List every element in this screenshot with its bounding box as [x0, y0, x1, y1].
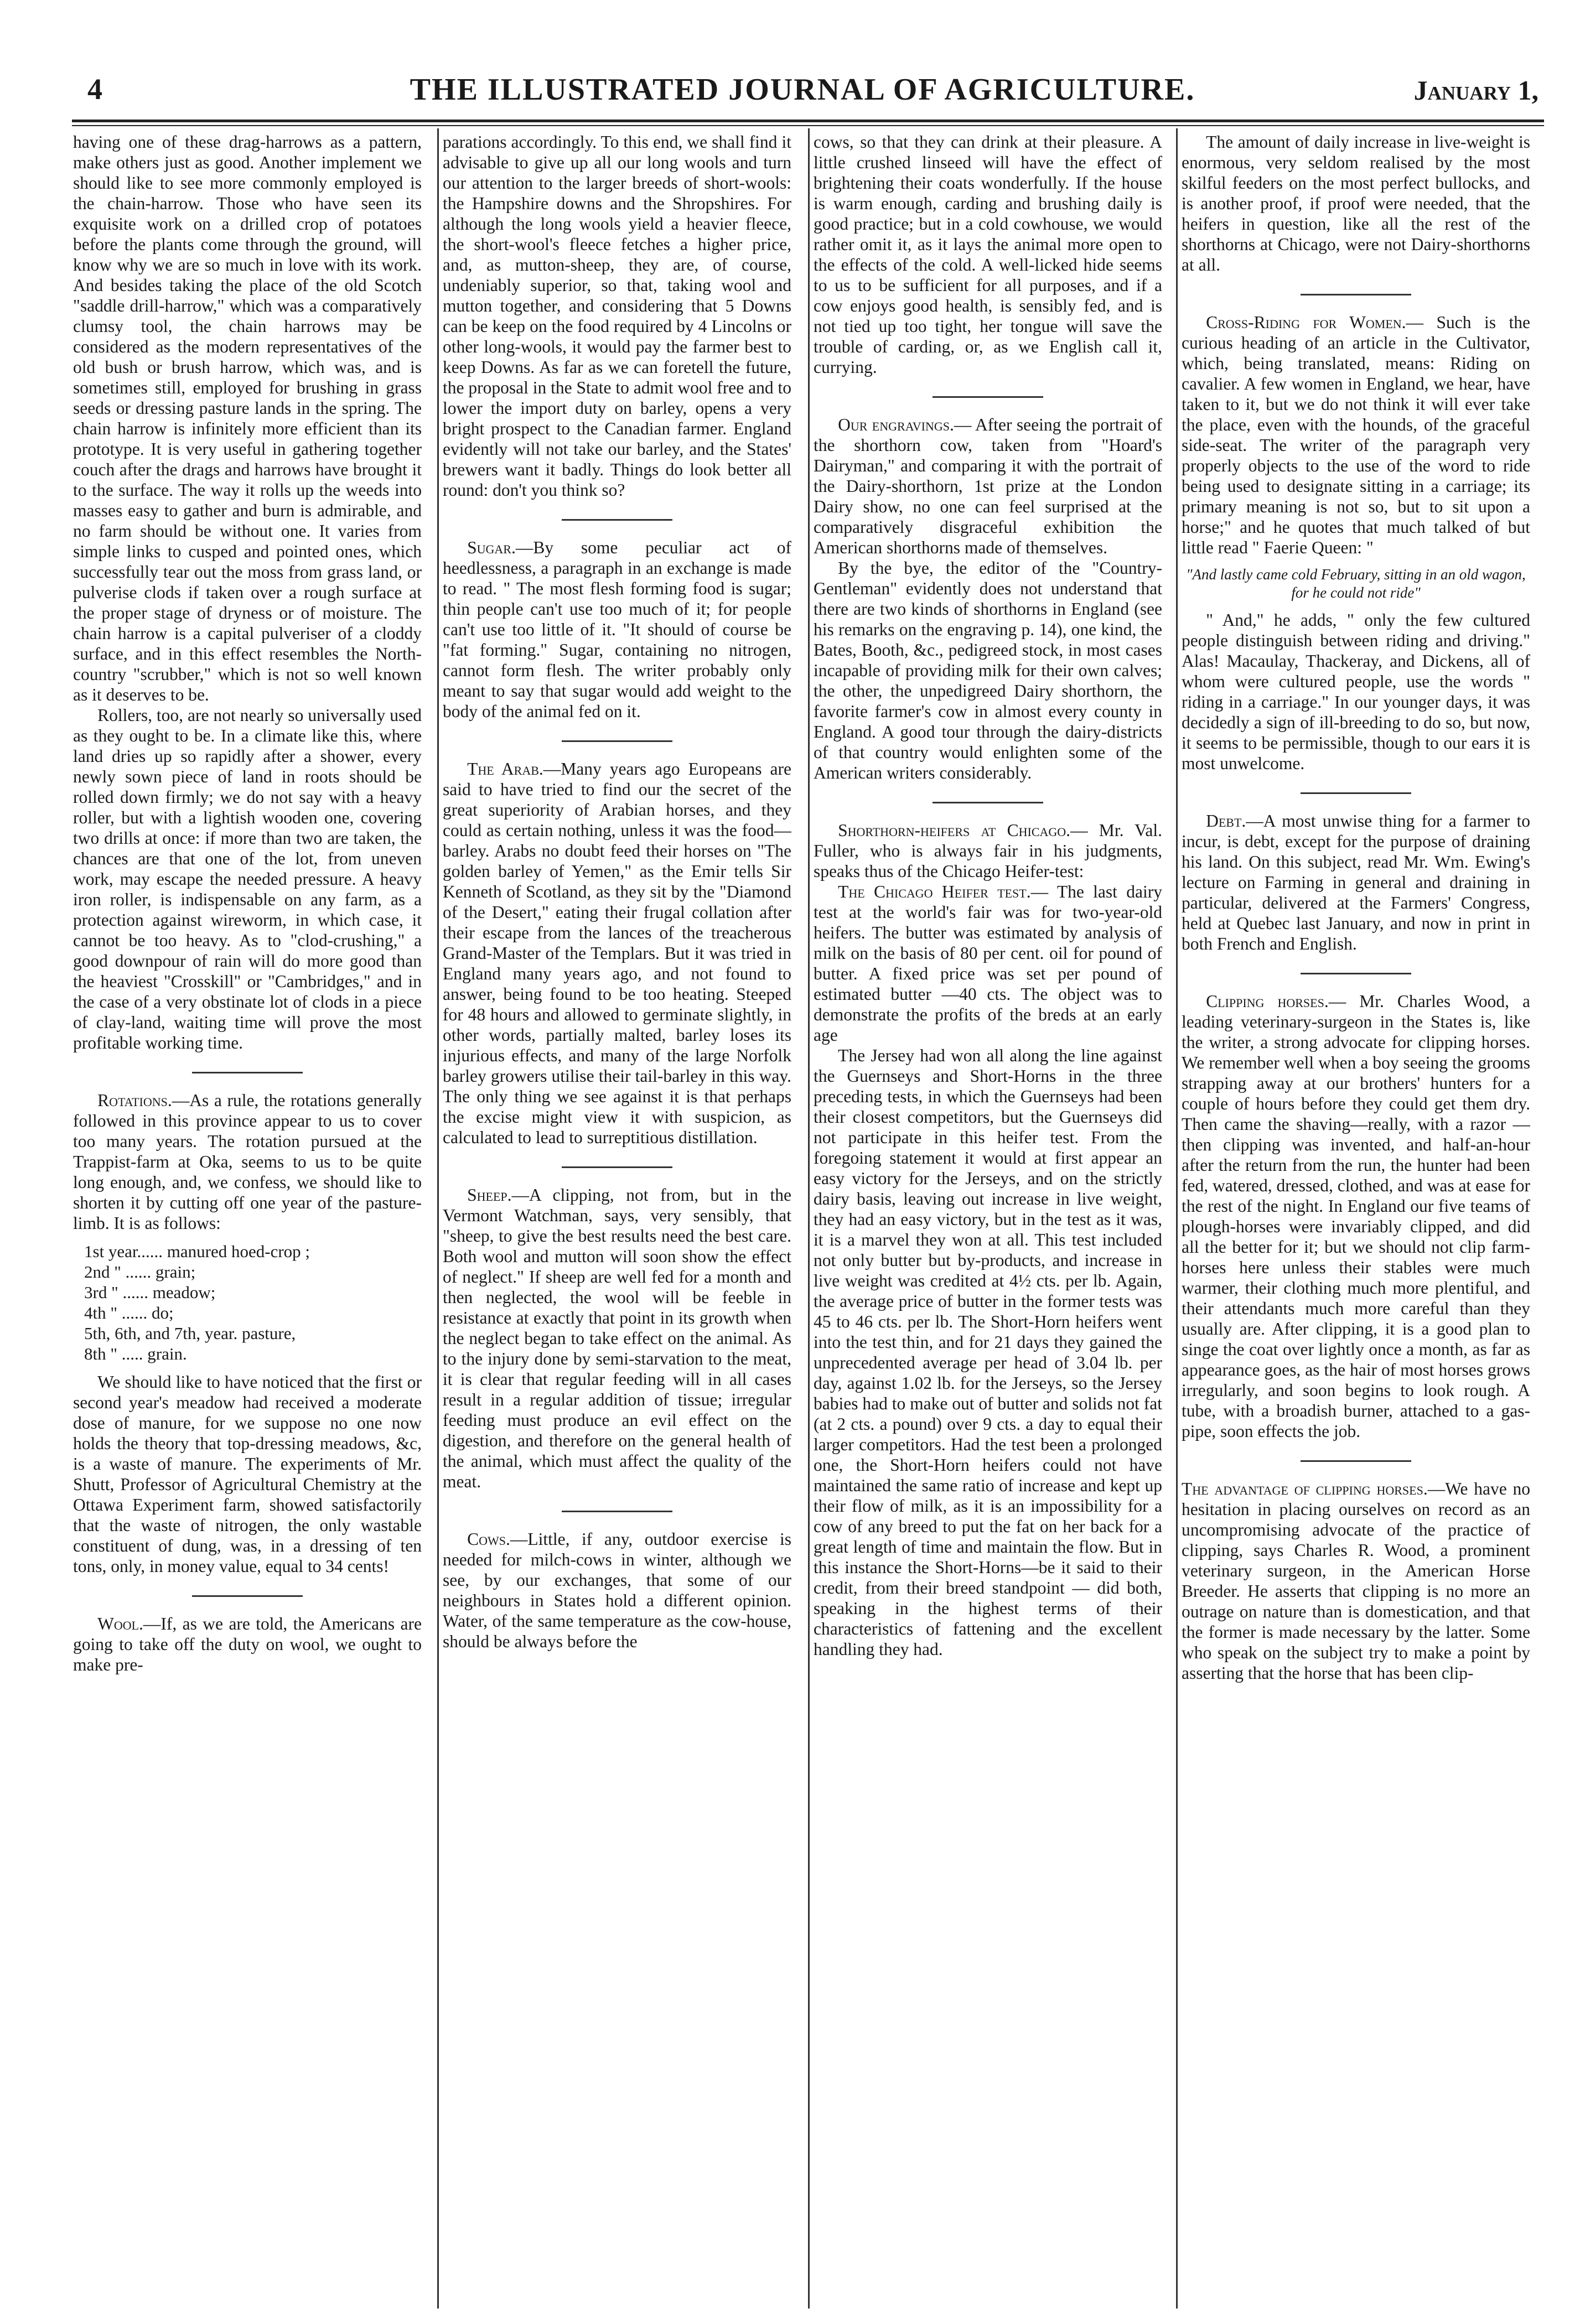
section-separator: [1301, 1460, 1411, 1462]
article-text: — Mr. Val. Fuller, who is always fair in his judgments, speaks thus of the Chicago Heifer-test:: [814, 821, 1162, 881]
paragraph: " And," he adds, " only the few cultured people distinguish between riding and driving." Alas! Macaulay, Thackeray, and Dickens, all of whom were cultured people, use the words " riding in a carriage." In our younger days, it was decidedly a sign of ill-breeding to do so, but now, it seems to be permissible, though to our ears it is most unwelcome.: [1182, 610, 1530, 773]
column-4: [1182, 132, 1530, 2306]
section-separator: [1301, 294, 1411, 295]
column-divider: [1176, 128, 1178, 2309]
paragraph: By the bye, the editor of the "Country-Gentleman" evidently does not understand that there are two kinds of shorthorns in England (see his remarks on the engraving p. 14), one kind, the Bates, Booth, &c., pedigreed stock, in most cases incapable of providing milk for their own calves; the other, the unpedigreed Dairy shorthorn, the favorite farmer's cow in almost every county in England. A good tour through the dairy-districts of that country would enlighten some of the American writers considerably.: [814, 558, 1162, 782]
article-text: — The last dairy test at the world's fair was for two-year-old heifers. The butter was estimated by analysis of milk on the basis of 80 per cent. oil for pound of butter. A fixed price was set per pound of estimated butter —40 cts. The object was to demonstrate the profits of the breds at an early age: [814, 882, 1162, 1045]
section-separator: [192, 1595, 303, 1597]
article-heading: Our engravings.: [838, 415, 954, 434]
section-separator: [933, 396, 1043, 398]
page-header: [66, 65, 1539, 113]
article-text: —We have no hesitation in placing ourselves on record as an uncompromising advocate of the practice of clipping, says Charles R. Wood, a prominent veterinary surgeon, in the American Horse Breeder. He asserts that clipping is no more an outrage on nature than is domestication, and that the former is made necessary by the latter. Some who speak on the subject try to make a point by asserting that the horse that has been clip-: [1182, 1479, 1530, 1683]
article-heading: The Chicago Heifer test.: [838, 882, 1031, 901]
article-text: — After seeing the portrait of the shorthorn cow, taken from "Hoard's Dairyman," and comparing it with the portrait of the Dairy-shorthorn, 1st prize at the London Dairy show, no one can feel surprised at the comparatively disgraceful exhibition the American shorthorns made of themselves.: [814, 415, 1162, 557]
article-debt: [1182, 811, 1530, 954]
article-arab: [443, 759, 791, 1148]
header-rule-thin: [72, 125, 1544, 126]
list-item: 5th, 6th, and 7th, year. pasture,: [84, 1324, 296, 1343]
column-divider: [437, 128, 439, 2309]
article-heading: Debt.: [1206, 811, 1246, 831]
quotation: "And lastly came cold February, sitting in an old wagon, for he could not ride": [1186, 566, 1526, 601]
journal-title: THE ILLUSTRATED JOURNAL OF AGRICULTURE.: [410, 72, 1195, 107]
article-heading: Sheep.: [467, 1185, 512, 1205]
article-heifer-test: [814, 881, 1162, 1045]
article-heading: The advantage of clipping horses.: [1182, 1479, 1428, 1498]
article-text: — Such is the curious heading of an article in the Cultivator, which, being translated, means: Riding on cavalier. A few women in England, we hear, have taken to it, but we do not think it will ever take the place, even with the hounds, of the graceful side-seat. The writer of the paragraph very properly objects to the use of the word to ride being used to designate sitting in a carriage; its primary meaning is not so, but to sit upon a horse;" and he quotes that much talked of but little read " Faerie Queen: ": [1182, 313, 1530, 557]
article-text: —A clipping, not from, but in the Vermont Watchman, says, very sensibly, that "sheep, to give the best results need the best care. Both wool and mutton will soon show the effect of neglect." If sheep are well fed for a month and then neglected, the wool will be feeble in resistance at exactly that point in its growth when the neglect began to take effect on the animal. As to the injury done by semi-starvation to the meat, it is clear that regular feeding will in all cases result in a regular addition of tissue; irregular feeding must produce an evil effect on the digestion, and therefore on the general health of the animal, which must affect the quality of the meat.: [443, 1185, 791, 1491]
paragraph: Rollers, too, are not nearly so universally used as they ought to be. In a climate like this, where land dries up so rapidly after a shower, every newly sown piece of land in roots should be rolled down firmly; we do not say with a heavy roller, but with a lightish wooden one, covering two drills at once: if more than two are taken, the chances are that one of the lot, from uneven work, may escape the needed pressure. A heavy iron roller, is indispensable on any farm, as a protection against wireworm, in which case, it cannot be too heavy. As to "clod-crushing," a good downpour of rain will do more good than the heaviest "Crosskill" or "Cambridges," and in the case of a very obstinate lot of clods in a piece of clay-land, waiting time will prove the most profitable working time.: [73, 706, 422, 1052]
article-clipping: [1182, 991, 1530, 1441]
paragraph: having one of these drag-harrows as a pattern, make others just as good. Another implement we should like to see more commonly employed is the chain-harrow. Those who have seen its exquisite work on a drilled crop of potatoes before the plants come through the ground, will know why we are so much in love with its work. And besides taking the place of the old Scotch "saddle drill-harrow," which was a comparatively clumsy tool, the chain harrows may be considered as the modern representatives of the old bush or brush harrow, which was, and is sometimes still, employed for brushing in grass seeds or dressing pasture lands in the spring. The chain harrow is infinitely more efficient than its prototype. It is very useful in gathering together couch after the drags and harrows have brought it to the surface. The way it rolls up the weeds into masses easy to gather and burn is admirable, and no farm should be without one. It varies from simple links to cusped and pointed ones, which successfully tear out the moss from grass land, or pulverise clods if taken over a rough surface at the proper stage of dryness or of moisture. The chain harrow is a capital pulveriser of a cloddy surface, and in this effect resembles the North-country "scrubber," which is not so well known as it deserves to be.: [73, 132, 422, 704]
section-separator: [192, 1072, 303, 1073]
article-heading: Sugar.: [467, 538, 516, 557]
section-separator: [1301, 792, 1411, 794]
paragraph: The amount of daily increase in live-weight is enormous, very seldom realised by the most skilful feeders on the most perfect bullocks, and is another proof, if proof were needed, that the heifers in question, like all the rest of the shorthorns at Chicago, were not Dairy-shorthorns at all.: [1182, 132, 1530, 274]
article-sheep: [443, 1185, 791, 1492]
article-heading: Cross-Riding for Women.: [1206, 313, 1406, 332]
article-heading: Shorthorn-heifers at Chicago.: [838, 821, 1071, 840]
column-1: [73, 132, 422, 2306]
article-engravings: [814, 414, 1162, 558]
column-divider: [808, 128, 810, 2309]
list-item: 3rd " ...... meadow;: [84, 1283, 216, 1302]
article-wool: [73, 1614, 422, 1675]
section-separator: [562, 740, 672, 742]
article-text: —As a rule, the rotations generally followed in this province appear to us to cover too many years. The rotation pursued at the Trappist-farm at Oka, seems to us to be quite long enough, and, we confess, we should like to shorten it by cutting off one year of the pasture-limb. It is as follows:: [73, 1091, 422, 1233]
list-item: 2nd " ...... grain;: [84, 1262, 196, 1282]
article-text: —By some peculiar act of heedlessness, a paragraph in an exchange is made to read. " The most flesh forming food is sugar; thin people can't use too much of it; for people can't use too little of it. "It should of course be "fat forming." Sugar, containing no nitrogen, cannot form flesh. The writer probably only meant to say that sugar would add weight to the body of the animal fed on it.: [443, 538, 791, 721]
article-text: —Many years ago Europeans are said to have tried to find our the secret of the great superiority of Arabian horses, and they could as certain nothing, unless it was the food—barley. Arabs no doubt feed their horses on "The golden barley of Yemen," as the Emir tells Sir Kenneth of Scotland, as they sit by the "Diamond of the Desert," eating their frugal collation after their escape from the lances of the treacherous Grand-Master of the Templars. But it was tried in England many years ago, and not found to answer, being found to be too heating. Steeped for 48 hours and allowed to germinate slightly, in other words, partially malted, barley loses its injurious effects, and many of the large Norfolk barley growers utilise their tail-barley in this way. The only thing we see against it is that perhaps the excise might view it with suspicion, as calculated to lead to surreptitious distillation.: [443, 759, 791, 1147]
paragraph: We should like to have noticed that the first or second year's meadow had received a moderate dose of manure, for we suppose no one now holds the theory that top-dressing meadows, &c, is a waste of manure. The experiments of Mr. Shutt, Professor of Agricultural Chemistry at the Ottawa Experiment farm, showed satisfactorily that the waste of nitrogen, the only wastable constituent of dung, was, in a dressing of ten tons, only, in money value, equal to 34 cents!: [73, 1372, 422, 1576]
article-cows: [443, 1529, 791, 1652]
paragraph: cows, so that they can drink at their pleasure. A little crushed linseed will have the effect of brightening their coats wonderfully. If the house is warm enough, carding and brushing daily is good practice; but in a cold cowhouse, we would rather omit it, as it lays the animal more open to the effects of the cold. A well-licked hide seems to us to be sufficient for all purposes, and if a cow enjoys good health, is sensibly fed, and is not tied up too tight, her tongue will save the trouble of carding, or, as we English call it, currying.: [814, 132, 1162, 377]
section-separator: [562, 519, 672, 521]
article-heifers: [814, 820, 1162, 881]
section-separator: [562, 1166, 672, 1168]
paragraph: The Jersey had won all along the line against the Guernseys and Short-Horns in the three preceding tests, in which the Guernseys had been their closest competitors, but the Guernseys did not participate in this heifer test. From the foregoing statement it would at first appear an easy victory for the Jerseys, and on the strictly dairy basis, leaving out increase in live weight, they had an easy victory, but in the test as it was, it is a marvel they won at all. This test included not only butter but by-products, and increase in live weight was credited at 4½ cts. per lb. Again, the average price of butter in the former tests was 45 to 46 cts. per lb. The Short-Horn heifers went into the test thin, and for 21 days they gained the unprecedented average per head of 3.04 lb. per day, against 1.02 lb. for the Jerseys, so the Jersey babies had to make out of butter and solids not fat (at 2 cts. a pound) over 9 cts. a day to equal their larger competitors. Had the test been a prolonged one, the Short-Horn heifers could not have maintained the same ratio of increase and kept up their flow of milk, as it is an impossibility for a cow of any breed to put the fat on her back for a great length of time and maintain the flow. But in this instance the Short-Horns—be it said to their credit, from their breed standpoint — did both, speaking in the highest terms of their characteristics of fattening and the excellent handling they had.: [814, 1046, 1162, 1659]
column-3: [814, 132, 1162, 2306]
list-item: 8th " ..... grain.: [84, 1344, 187, 1363]
article-text: —Little, if any, outdoor exercise is needed for milch-cows in winter, although we see, by our exchanges, that some of our neighbours in States hold a different opinion. Water, of the same temperature as the cow-house, should be always before the: [443, 1529, 791, 1651]
section-separator: [562, 1511, 672, 1512]
article-sugar: [443, 537, 791, 722]
article-heading: Rotations.: [97, 1091, 172, 1110]
article-advantage-clipping: [1182, 1479, 1530, 1683]
header-rule: [72, 120, 1544, 122]
page-number: 4: [87, 72, 102, 106]
article-heading: Clipping horses.: [1206, 992, 1329, 1011]
column-2: [443, 132, 791, 2306]
article-rotations: [73, 1090, 422, 1233]
paragraph: parations accordingly. To this end, we shall find it advisable to give up all our long wools and turn our attention to the larger breeds of short-wools: the Hampshire downs and the Shropshires. For although the long wools yield a heavier fleece, the short-wool's fleece fetches a higher price, and, as mutton-sheep, they are, of course, undeniably superior, so that, taking wool and mutton together, and considering that 5 Downs can be keep on the food required by 4 Lincolns or other long-wools, it would pay the farmer best to keep Downs. As far as we can foretell the future, the proposal in the State to admit wool free and to lower the import duty on barley, opens a very bright prospect to the Canadian farmer. England evidently will not take our barley, and the States' brewers want it badly. Things do look better all round: don't you think so?: [443, 132, 791, 500]
issue-date: January 1,: [1413, 75, 1539, 106]
article-heading: Cows.: [467, 1529, 510, 1549]
article-heading: The Arab.: [467, 759, 543, 779]
article-heading: Wool.: [97, 1614, 143, 1633]
rotation-list: [84, 1241, 422, 1364]
list-item: 1st year...... manured hoed-crop ;: [84, 1242, 310, 1261]
list-item: 4th " ...... do;: [84, 1303, 174, 1322]
section-separator: [1301, 973, 1411, 974]
article-cross-riding: [1182, 312, 1530, 558]
section-separator: [933, 802, 1043, 803]
article-text: — Mr. Charles Wood, a leading veterinary-surgeon in the States is, like the writer, a strong advocate for clipping horses. We remember well when a boy seeing the grooms strapping away at our brothers' hunters for a couple of hours before they could get them dry. Then came the shaving—really, with a razor —then clipping was invented, and half-an-hour after the return from the run, the hunter had been fed, watered, dressed, clothed, and was at ease for the rest of the night. In England our five teams of plough-horses were invariably clipped, and did all the better for it; but we should not clip farm-horses here unless their stables were much warmer, their clothing much more plentiful, and their attendants much more careful than they usually are. After clipping, it is a good plan to singe the coat over lightly once a month, as far as appearance goes, as the hair of most horses grows irregularly, and soon begins to look rough. A tube, with a broadish burner, attached to a gas-pipe, soon effects the job.: [1182, 992, 1530, 1441]
article-text: —A most unwise thing for a farmer to incur, is debt, except for the purpose of draining his land. On this subject, read Mr. Wm. Ewing's lecture on Farming in general and draining in particular, delivered at the Farmers' Congress, held at Quebec last January, and now in print in both French and English.: [1182, 811, 1530, 953]
article-text: —If, as we are told, the Americans are going to take off the duty on wool, we ought to make pre-: [73, 1614, 422, 1674]
